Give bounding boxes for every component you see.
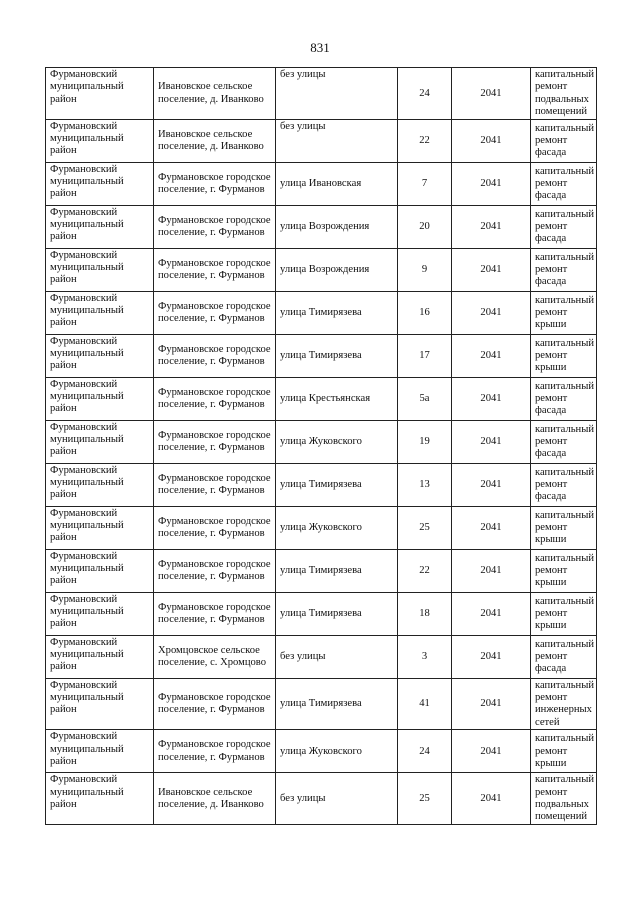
settlement-cell: Фурмановское городское поселение, г. Фурманов bbox=[154, 506, 276, 549]
street-cell: улица Тимирязева bbox=[276, 334, 398, 377]
street-cell: улица Тимирязева bbox=[276, 291, 398, 334]
year-cell: 2041 bbox=[452, 377, 531, 420]
house-number-cell: 9 bbox=[398, 248, 452, 291]
table-row bbox=[46, 506, 597, 549]
work-type-cell: капитальный ремонт фасада bbox=[531, 162, 597, 205]
table-row bbox=[46, 162, 597, 205]
year-cell: 2041 bbox=[452, 68, 531, 120]
house-number-cell: 22 bbox=[398, 549, 452, 592]
table-row bbox=[46, 635, 597, 678]
house-number-cell: 24 bbox=[398, 730, 452, 773]
house-number-cell: 41 bbox=[398, 678, 452, 730]
work-type-cell: капитальный ремонт фасада bbox=[531, 248, 597, 291]
year-cell: 2041 bbox=[452, 635, 531, 678]
street-cell: улица Возрождения bbox=[276, 248, 398, 291]
settlement-cell: Ивановское сельское поселение, д. Иванково bbox=[154, 773, 276, 825]
year-cell: 2041 bbox=[452, 463, 531, 506]
house-number-cell: 20 bbox=[398, 205, 452, 248]
street-cell: улица Тимирязева bbox=[276, 549, 398, 592]
house-number-cell: 25 bbox=[398, 773, 452, 825]
settlement-cell: Ивановское сельское поселение, д. Иванково bbox=[154, 119, 276, 162]
table-row bbox=[46, 592, 597, 635]
work-type-cell: капитальный ремонт фасада bbox=[531, 463, 597, 506]
street-cell: без улицы bbox=[276, 119, 398, 162]
street-cell: улица Жуковского bbox=[276, 506, 398, 549]
house-number-cell: 5а bbox=[398, 377, 452, 420]
work-type-cell: капитальный ремонт крыши bbox=[531, 334, 597, 377]
year-cell: 2041 bbox=[452, 506, 531, 549]
street-cell: без улицы bbox=[276, 773, 398, 825]
work-type-cell: капитальный ремонт фасада bbox=[531, 635, 597, 678]
table-row bbox=[46, 420, 597, 463]
settlement-cell: Фурмановское городское поселение, г. Фурманов bbox=[154, 730, 276, 773]
table-row bbox=[46, 377, 597, 420]
year-cell: 2041 bbox=[452, 678, 531, 730]
table-row bbox=[46, 678, 597, 730]
street-cell: улица Тимирязева bbox=[276, 463, 398, 506]
district-cell: Фурмановский муниципальный район bbox=[46, 730, 154, 773]
work-type-cell: капитальный ремонт крыши bbox=[531, 291, 597, 334]
table-row bbox=[46, 549, 597, 592]
district-cell: Фурмановский муниципальный район bbox=[46, 377, 154, 420]
district-cell: Фурмановский муниципальный район bbox=[46, 635, 154, 678]
table-row bbox=[46, 730, 597, 773]
house-number-cell: 19 bbox=[398, 420, 452, 463]
house-number-cell: 3 bbox=[398, 635, 452, 678]
table-row bbox=[46, 334, 597, 377]
house-number-cell: 17 bbox=[398, 334, 452, 377]
settlement-cell: Фурмановское городское поселение, г. Фурманов bbox=[154, 377, 276, 420]
district-cell: Фурмановский муниципальный район bbox=[46, 162, 154, 205]
district-cell: Фурмановский муниципальный район bbox=[46, 678, 154, 730]
work-type-cell: капитальный ремонт инженерных сетей bbox=[531, 678, 597, 730]
district-cell: Фурмановский муниципальный район bbox=[46, 773, 154, 825]
work-type-cell: капитальный ремонт фасада bbox=[531, 119, 597, 162]
street-cell: улица Ивановская bbox=[276, 162, 398, 205]
year-cell: 2041 bbox=[452, 773, 531, 825]
table-row bbox=[46, 773, 597, 825]
street-cell: без улицы bbox=[276, 635, 398, 678]
district-cell: Фурмановский муниципальный район bbox=[46, 334, 154, 377]
house-number-cell: 24 bbox=[398, 68, 452, 120]
district-cell: Фурмановский муниципальный район bbox=[46, 549, 154, 592]
table-row bbox=[46, 291, 597, 334]
settlement-cell: Фурмановское городское поселение, г. Фурманов bbox=[154, 592, 276, 635]
work-type-cell: капитальный ремонт фасада bbox=[531, 377, 597, 420]
work-type-cell: капитальный ремонт фасада bbox=[531, 205, 597, 248]
house-number-cell: 13 bbox=[398, 463, 452, 506]
year-cell: 2041 bbox=[452, 592, 531, 635]
table-row bbox=[46, 119, 597, 162]
house-number-cell: 7 bbox=[398, 162, 452, 205]
work-type-cell: капитальный ремонт крыши bbox=[531, 549, 597, 592]
work-type-cell: капитальный ремонт подвальных помещений bbox=[531, 68, 597, 120]
district-cell: Фурмановский муниципальный район bbox=[46, 119, 154, 162]
street-cell: улица Крестьянская bbox=[276, 377, 398, 420]
district-cell: Фурмановский муниципальный район bbox=[46, 205, 154, 248]
settlement-cell: Фурмановское городское поселение, г. Фурманов bbox=[154, 162, 276, 205]
settlement-cell: Фурмановское городское поселение, г. Фурманов bbox=[154, 248, 276, 291]
table-row bbox=[46, 248, 597, 291]
house-number-cell: 22 bbox=[398, 119, 452, 162]
district-cell: Фурмановский муниципальный район bbox=[46, 68, 154, 120]
settlement-cell: Фурмановское городское поселение, г. Фурманов bbox=[154, 291, 276, 334]
district-cell: Фурмановский муниципальный район bbox=[46, 506, 154, 549]
settlement-cell: Фурмановское городское поселение, г. Фурманов bbox=[154, 463, 276, 506]
year-cell: 2041 bbox=[452, 119, 531, 162]
district-cell: Фурмановский муниципальный район bbox=[46, 592, 154, 635]
house-number-cell: 18 bbox=[398, 592, 452, 635]
table-row bbox=[46, 205, 597, 248]
house-number-cell: 25 bbox=[398, 506, 452, 549]
settlement-cell: Фурмановское городское поселение, г. Фурманов bbox=[154, 334, 276, 377]
district-cell: Фурмановский муниципальный район bbox=[46, 248, 154, 291]
house-number-cell: 16 bbox=[398, 291, 452, 334]
street-cell: улица Тимирязева bbox=[276, 592, 398, 635]
work-type-cell: капитальный ремонт крыши bbox=[531, 592, 597, 635]
table-row bbox=[46, 68, 597, 120]
settlement-cell: Фурмановское городское поселение, г. Фурманов bbox=[154, 205, 276, 248]
year-cell: 2041 bbox=[452, 291, 531, 334]
year-cell: 2041 bbox=[452, 420, 531, 463]
district-cell: Фурмановский муниципальный район bbox=[46, 463, 154, 506]
settlement-cell: Фурмановское городское поселение, г. Фурманов bbox=[154, 420, 276, 463]
district-cell: Фурмановский муниципальный район bbox=[46, 291, 154, 334]
settlement-cell: Хромцовское сельское поселение, с. Хромцово bbox=[154, 635, 276, 678]
work-type-cell: капитальный ремонт фасада bbox=[531, 420, 597, 463]
street-cell: без улицы bbox=[276, 68, 398, 120]
street-cell: улица Жуковского bbox=[276, 730, 398, 773]
page-number: 831 bbox=[310, 40, 330, 55]
settlement-cell: Фурмановское городское поселение, г. Фурманов bbox=[154, 678, 276, 730]
year-cell: 2041 bbox=[452, 730, 531, 773]
street-cell: улица Жуковского bbox=[276, 420, 398, 463]
work-type-cell: капитальный ремонт крыши bbox=[531, 506, 597, 549]
year-cell: 2041 bbox=[452, 162, 531, 205]
work-type-cell: капитальный ремонт подвальных помещений bbox=[531, 773, 597, 825]
street-cell: улица Тимирязева bbox=[276, 678, 398, 730]
settlement-cell: Ивановское сельское поселение, д. Иванково bbox=[154, 68, 276, 120]
work-type-cell: капитальный ремонт крыши bbox=[531, 730, 597, 773]
table-row bbox=[46, 463, 597, 506]
year-cell: 2041 bbox=[452, 549, 531, 592]
year-cell: 2041 bbox=[452, 334, 531, 377]
year-cell: 2041 bbox=[452, 205, 531, 248]
settlement-cell: Фурмановское городское поселение, г. Фурманов bbox=[154, 549, 276, 592]
year-cell: 2041 bbox=[452, 248, 531, 291]
district-cell: Фурмановский муниципальный район bbox=[46, 420, 154, 463]
repair-schedule-table bbox=[45, 67, 597, 825]
repair-schedule-body bbox=[46, 68, 597, 825]
street-cell: улица Возрождения bbox=[276, 205, 398, 248]
